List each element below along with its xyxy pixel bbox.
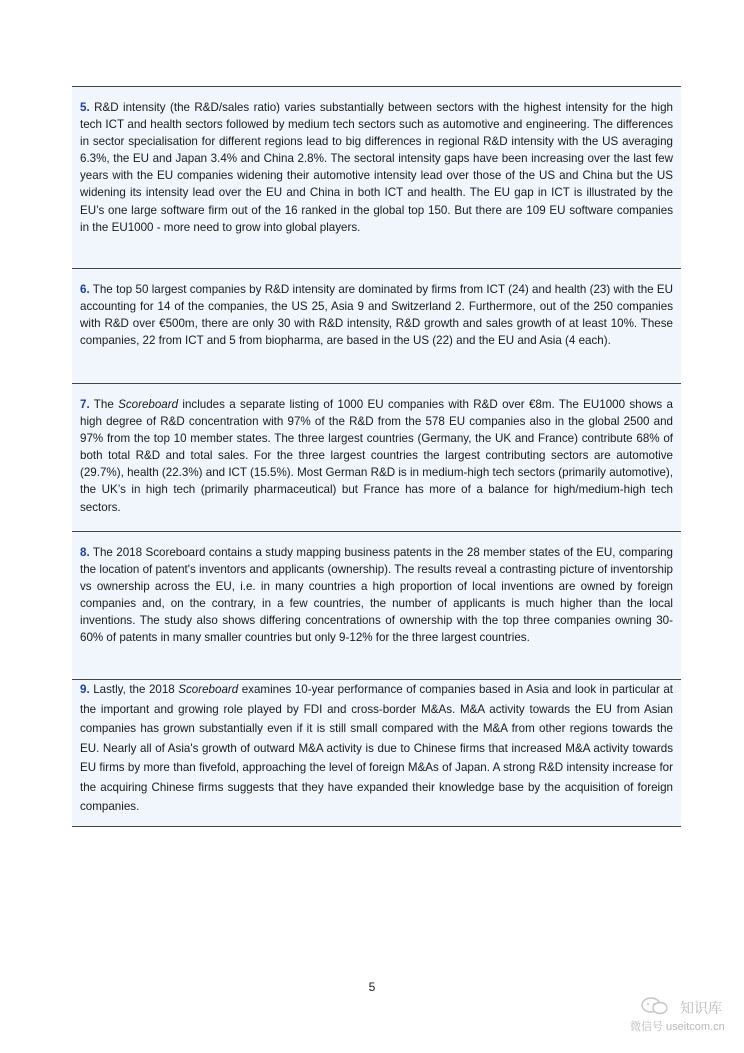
section-text-italic: Scoreboard xyxy=(178,683,239,696)
page-number: 5 xyxy=(368,980,376,994)
watermark-subtitle: 微信号 useitcom.cn xyxy=(630,1021,725,1033)
watermark-brand: 知识库 xyxy=(680,1000,722,1016)
section-text: examines 10-year performance of companies based in Asia and look in particular at the important and growing role played by FDI and cross-border M&As. M&A activity towards the EU from Asian companies has grown substantially even if it is still small compared with the M&A from other regions towards the EU. Nearly all of Asia's growth of outward M&A activity is due to Chinese firms that increased M&A activity towards EU firms by more than fivefold, approaching the level of foreign M&As of Japan. A strong R&D intensity increase for the acquiring Chinese firms suggests that they have expanded their knowledge base by the acquisition of foreign companies. xyxy=(80,683,674,813)
section-number: 8. xyxy=(80,546,90,559)
section-7 xyxy=(72,383,681,531)
section-text-lead: Lastly, the 2018 xyxy=(93,683,175,696)
section-number: 6. xyxy=(80,283,90,296)
section-text: The 2018 Scoreboard contains a study mapping business patents in the 28 member states of the EU, comparing the location of patent's inventors and applicants (ownership). The results reveal a contrasting picture of inventorship vs ownership across the EU, i.e. in many countries a high proportion of local inventions are owned by foreign companies and, on the contrary, in a few countries, the number of applicants is much higher than the local inventions. The study also shows differing concentrations of ownership with the top three companies owning 30-60% of patents in many smaller countries but only 9-12% for the three largest countries. xyxy=(80,546,673,645)
section-6 xyxy=(72,268,681,383)
section-text-lead: The xyxy=(93,398,114,411)
section-number: 7. xyxy=(80,398,90,411)
section-9 xyxy=(72,679,681,827)
section-number: 9. xyxy=(80,683,90,696)
section-text: R&D intensity (the R&D/sales ratio) varies substantially between sectors with the highest intensity for the high tech ICT and health sectors followed by medium tech sectors such as automotive and engineering. The differences in sector specialisation for different regions lead to big differences in regional R&D intensity with the US averaging 6.3%, the EU and Japan 3.4% and China 2.8%. The sectoral intensity gaps have been increasing over the last few years with the EU companies widening their automotive intensity lead over those of the US and China but the US widening its intensity lead over the EU and China in both ICT and health. The EU gap in ICT is illustrated by the EU’s one large software firm out of the 16 ranked in the global top 150. But there are 109 EU software companies in the EU1000 - more need to grow into global players. xyxy=(80,101,673,234)
section-text: The top 50 largest companies by R&D intensity are dominated by firms from ICT (24) and health (23) with the EU accounting for 14 of the companies, the US 25, Asia 9 and Switzerland 2. Furthermore, out of the 250 companies with R&D over €500m, there are only 30 with R&D intensity, R&D growth and sales growth of at least 10%. These companies, 22 from ICT and 5 from biopharma, are based in the US (22) and the EU and Asia (4 each). xyxy=(80,283,673,348)
section-text: includes a separate listing of 1000 EU companies with R&D over €8m. The EU1000 shows a high degree of R&D concentration with 97% of the R&D from the 578 EU companies also in the global 2500 and 97% from the top 10 member states. The three largest countries (Germany, the UK and France) contribute 68% of both total R&D and total sales. For the three largest countries the largest contributing sectors are automotive (29.7%), health (22.3%) and ICT (15.5%). Most German R&D is in medium-high tech sectors (primarily automotive), the UK’s in high tech (primarily pharmaceutical) but France has more of a balance for high/medium-high tech sectors. xyxy=(80,398,673,514)
section-8 xyxy=(72,531,681,679)
section-text-italic: Scoreboard xyxy=(118,398,179,411)
section-number: 5. xyxy=(80,101,90,114)
wechat-icon xyxy=(640,996,670,1016)
section-5 xyxy=(72,86,681,268)
watermark xyxy=(630,996,740,1036)
